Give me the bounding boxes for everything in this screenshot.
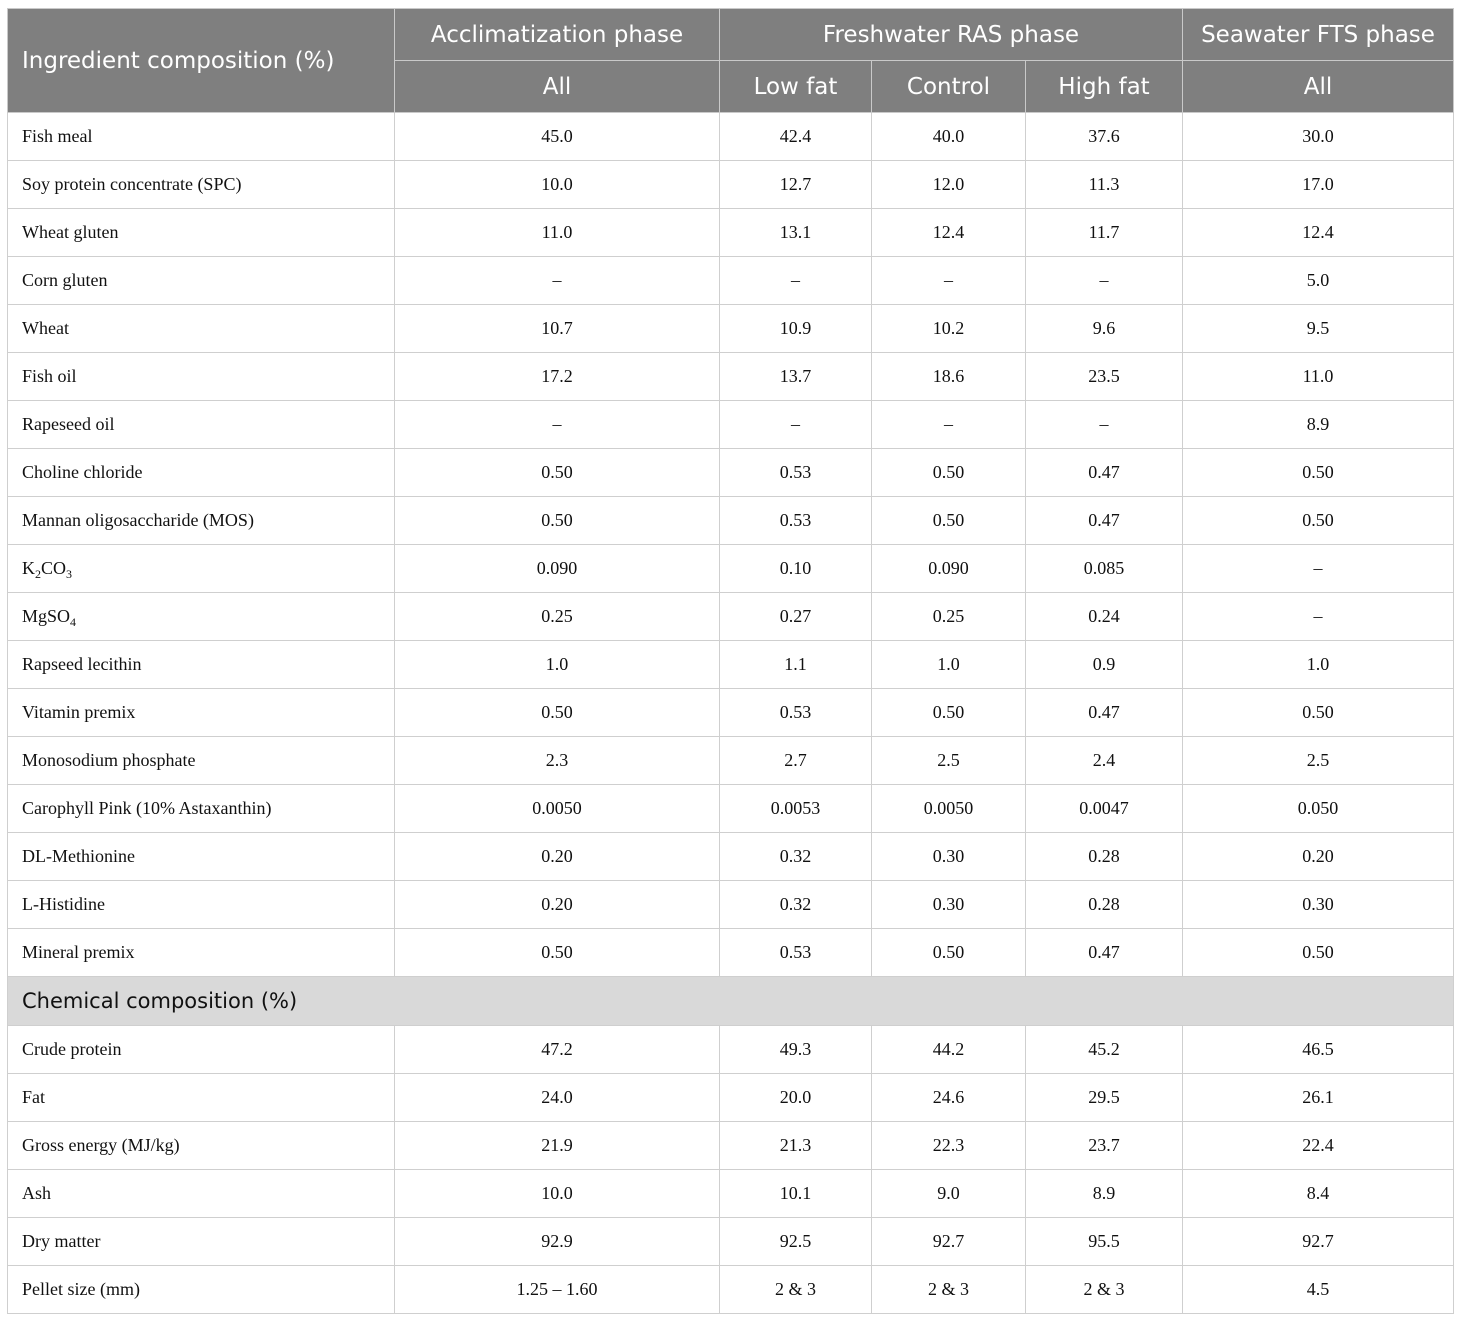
value-cell: 12.7 (720, 161, 872, 209)
value-cell: 0.25 (872, 593, 1026, 641)
row-label-carophyll-pink-10-astaxanthin: Carophyll Pink (10% Astaxanthin) (8, 785, 395, 833)
value-cell: 12.4 (872, 209, 1026, 257)
value-cell: 0.24 (1026, 593, 1183, 641)
value-cell: 0.53 (720, 497, 872, 545)
low-fat-header: Low fat (720, 61, 872, 113)
value-cell: 0.32 (720, 833, 872, 881)
value-cell: – (1183, 545, 1454, 593)
value-cell: 22.3 (872, 1122, 1026, 1170)
value-cell: 0.27 (720, 593, 872, 641)
value-cell: 24.6 (872, 1074, 1026, 1122)
row-label-monosodium-phosphate: Monosodium phosphate (8, 737, 395, 785)
table-row (8, 1170, 1454, 1218)
value-cell: 11.3 (1026, 161, 1183, 209)
value-cell: 0.085 (1026, 545, 1183, 593)
value-cell: 0.050 (1183, 785, 1454, 833)
value-cell: 18.6 (872, 353, 1026, 401)
table-row (8, 833, 1454, 881)
value-cell: 44.2 (872, 1026, 1026, 1074)
row-label-rapseed-lecithin: Rapseed lecithin (8, 641, 395, 689)
row-label-vitamin-premix: Vitamin premix (8, 689, 395, 737)
value-cell: 12.0 (872, 161, 1026, 209)
chemical-composition-section-row (8, 977, 1454, 1026)
value-cell: 0.50 (1183, 689, 1454, 737)
value-cell: 0.50 (395, 497, 720, 545)
table-row (8, 353, 1454, 401)
value-cell: 0.47 (1026, 497, 1183, 545)
value-cell: 9.6 (1026, 305, 1183, 353)
row-label-ash: Ash (8, 1170, 395, 1218)
formula-part: K (22, 558, 35, 578)
table-row (8, 209, 1454, 257)
table-row (8, 545, 1454, 593)
value-cell: 11.0 (1183, 353, 1454, 401)
value-cell: 24.0 (395, 1074, 720, 1122)
value-cell: 46.5 (1183, 1026, 1454, 1074)
value-cell: 0.28 (1026, 833, 1183, 881)
row-label-dl-methionine: DL-Methionine (8, 833, 395, 881)
value-cell: 10.9 (720, 305, 872, 353)
value-cell: 1.0 (1183, 641, 1454, 689)
value-cell: 0.53 (720, 449, 872, 497)
value-cell: 2 & 3 (720, 1266, 872, 1314)
value-cell: 23.5 (1026, 353, 1183, 401)
value-cell: 29.5 (1026, 1074, 1183, 1122)
seawater-all-header: All (1183, 61, 1454, 113)
value-cell: 1.0 (395, 641, 720, 689)
value-cell: 0.50 (872, 689, 1026, 737)
value-cell: 0.50 (1183, 449, 1454, 497)
value-cell: 0.30 (872, 833, 1026, 881)
table-body (8, 113, 1454, 1314)
value-cell: 23.7 (1026, 1122, 1183, 1170)
table-row (8, 497, 1454, 545)
value-cell: 92.7 (1183, 1218, 1454, 1266)
value-cell: – (1183, 593, 1454, 641)
value-cell: 0.0050 (872, 785, 1026, 833)
ingredient-composition-header: Ingredient composition (%) (8, 9, 395, 113)
high-fat-header: High fat (1026, 61, 1183, 113)
table-row (8, 257, 1454, 305)
table-row (8, 1074, 1454, 1122)
value-cell: 1.1 (720, 641, 872, 689)
value-cell: 22.4 (1183, 1122, 1454, 1170)
table-row (8, 305, 1454, 353)
value-cell: 0.0047 (1026, 785, 1183, 833)
row-label-wheat: Wheat (8, 305, 395, 353)
row-label-corn-gluten: Corn gluten (8, 257, 395, 305)
value-cell: 30.0 (1183, 113, 1454, 161)
value-cell: 12.4 (1183, 209, 1454, 257)
value-cell: 8.9 (1183, 401, 1454, 449)
value-cell: 0.090 (395, 545, 720, 593)
value-cell: – (1026, 257, 1183, 305)
value-cell: 2.5 (1183, 737, 1454, 785)
row-label-fish-meal: Fish meal (8, 113, 395, 161)
row-label-fish-oil: Fish oil (8, 353, 395, 401)
value-cell: – (872, 401, 1026, 449)
value-cell: 10.1 (720, 1170, 872, 1218)
value-cell: 11.0 (395, 209, 720, 257)
value-cell: 8.9 (1026, 1170, 1183, 1218)
row-label-k2co3 (8, 545, 395, 593)
row-label-rapeseed-oil: Rapeseed oil (8, 401, 395, 449)
value-cell: 5.0 (1183, 257, 1454, 305)
row-label-mgso4 (8, 593, 395, 641)
row-label-fat: Fat (8, 1074, 395, 1122)
value-cell: 40.0 (872, 113, 1026, 161)
value-cell: 0.30 (1183, 881, 1454, 929)
value-cell: 0.50 (872, 497, 1026, 545)
value-cell: 0.53 (720, 929, 872, 977)
value-cell: 0.50 (395, 449, 720, 497)
value-cell: 0.47 (1026, 929, 1183, 977)
value-cell: – (872, 257, 1026, 305)
value-cell: 0.20 (395, 833, 720, 881)
table-row (8, 881, 1454, 929)
value-cell: 1.0 (872, 641, 1026, 689)
value-cell: 8.4 (1183, 1170, 1454, 1218)
row-label-choline-chloride: Choline chloride (8, 449, 395, 497)
table-row (8, 641, 1454, 689)
table-row (8, 737, 1454, 785)
value-cell: 26.1 (1183, 1074, 1454, 1122)
value-cell: 45.0 (395, 113, 720, 161)
table-row (8, 449, 1454, 497)
value-cell: 0.25 (395, 593, 720, 641)
diet-composition-table (7, 8, 1454, 1314)
table-header (8, 9, 1454, 113)
value-cell: 0.10 (720, 545, 872, 593)
row-label-pellet-size-mm: Pellet size (mm) (8, 1266, 395, 1314)
value-cell: 17.2 (395, 353, 720, 401)
value-cell: 45.2 (1026, 1026, 1183, 1074)
value-cell: 13.7 (720, 353, 872, 401)
row-label-crude-protein: Crude protein (8, 1026, 395, 1074)
value-cell: 2.5 (872, 737, 1026, 785)
value-cell: – (720, 401, 872, 449)
value-cell: 92.9 (395, 1218, 720, 1266)
value-cell: 92.7 (872, 1218, 1026, 1266)
table-row (8, 161, 1454, 209)
value-cell: 10.7 (395, 305, 720, 353)
seawater-fts-phase-header: Seawater FTS phase (1183, 9, 1454, 61)
value-cell: 0.32 (720, 881, 872, 929)
value-cell: 0.9 (1026, 641, 1183, 689)
freshwater-ras-phase-header: Freshwater RAS phase (720, 9, 1183, 61)
value-cell: 0.47 (1026, 689, 1183, 737)
value-cell: 10.0 (395, 1170, 720, 1218)
value-cell: 0.30 (872, 881, 1026, 929)
value-cell: 0.50 (872, 929, 1026, 977)
value-cell: 10.2 (872, 305, 1026, 353)
table-row (8, 1026, 1454, 1074)
acclimatization-phase-header: Acclimatization phase (395, 9, 720, 61)
value-cell: 2.7 (720, 737, 872, 785)
value-cell: 9.0 (872, 1170, 1026, 1218)
value-cell: 0.50 (872, 449, 1026, 497)
table-row (8, 929, 1454, 977)
formula-part: CO (41, 558, 67, 578)
value-cell: 0.50 (395, 689, 720, 737)
value-cell: 0.50 (1183, 497, 1454, 545)
value-cell: – (395, 401, 720, 449)
value-cell: 17.0 (1183, 161, 1454, 209)
value-cell: 42.4 (720, 113, 872, 161)
table-row (8, 593, 1454, 641)
value-cell: 10.0 (395, 161, 720, 209)
formula-part: MgSO (22, 606, 71, 626)
value-cell: 37.6 (1026, 113, 1183, 161)
chemical-composition-heading: Chemical composition (%) (8, 977, 1454, 1026)
value-cell: – (395, 257, 720, 305)
row-label-dry-matter: Dry matter (8, 1218, 395, 1266)
value-cell: 4.5 (1183, 1266, 1454, 1314)
value-cell: 2 & 3 (1026, 1266, 1183, 1314)
acclimatization-all-header: All (395, 61, 720, 113)
value-cell: 0.090 (872, 545, 1026, 593)
value-cell: 0.47 (1026, 449, 1183, 497)
table-row (8, 1218, 1454, 1266)
value-cell: 11.7 (1026, 209, 1183, 257)
table-row (8, 113, 1454, 161)
table-row (8, 1122, 1454, 1170)
value-cell: 0.0050 (395, 785, 720, 833)
value-cell: 0.28 (1026, 881, 1183, 929)
value-cell: 0.53 (720, 689, 872, 737)
value-cell: 2 & 3 (872, 1266, 1026, 1314)
value-cell: – (720, 257, 872, 305)
header-row-phases (8, 9, 1454, 61)
table-row (8, 785, 1454, 833)
row-label-gross-energy-mj-kg: Gross energy (MJ/kg) (8, 1122, 395, 1170)
row-label-soy-protein-concentrate-spc: Soy protein concentrate (SPC) (8, 161, 395, 209)
value-cell: 2.3 (395, 737, 720, 785)
value-cell: 49.3 (720, 1026, 872, 1074)
value-cell: 13.1 (720, 209, 872, 257)
subscript: 4 (70, 615, 77, 629)
value-cell: 21.9 (395, 1122, 720, 1170)
value-cell: 9.5 (1183, 305, 1454, 353)
value-cell: 0.20 (395, 881, 720, 929)
subscript: 3 (66, 567, 73, 581)
table-row (8, 689, 1454, 737)
value-cell: – (1026, 401, 1183, 449)
row-label-wheat-gluten: Wheat gluten (8, 209, 395, 257)
subscript: 2 (35, 567, 41, 581)
value-cell: 2.4 (1026, 737, 1183, 785)
value-cell: 47.2 (395, 1026, 720, 1074)
value-cell: 95.5 (1026, 1218, 1183, 1266)
value-cell: 1.25 – 1.60 (395, 1266, 720, 1314)
row-label-mannan-oligosaccharide-mos: Mannan oligosaccharide (MOS) (8, 497, 395, 545)
value-cell: 21.3 (720, 1122, 872, 1170)
value-cell: 0.50 (395, 929, 720, 977)
value-cell: 20.0 (720, 1074, 872, 1122)
value-cell: 92.5 (720, 1218, 872, 1266)
control-header: Control (872, 61, 1026, 113)
table-row (8, 401, 1454, 449)
value-cell: 0.0053 (720, 785, 872, 833)
value-cell: 0.50 (1183, 929, 1454, 977)
value-cell: 0.20 (1183, 833, 1454, 881)
table-row (8, 1266, 1454, 1314)
row-label-mineral-premix: Mineral premix (8, 929, 395, 977)
row-label-l-histidine: L-Histidine (8, 881, 395, 929)
